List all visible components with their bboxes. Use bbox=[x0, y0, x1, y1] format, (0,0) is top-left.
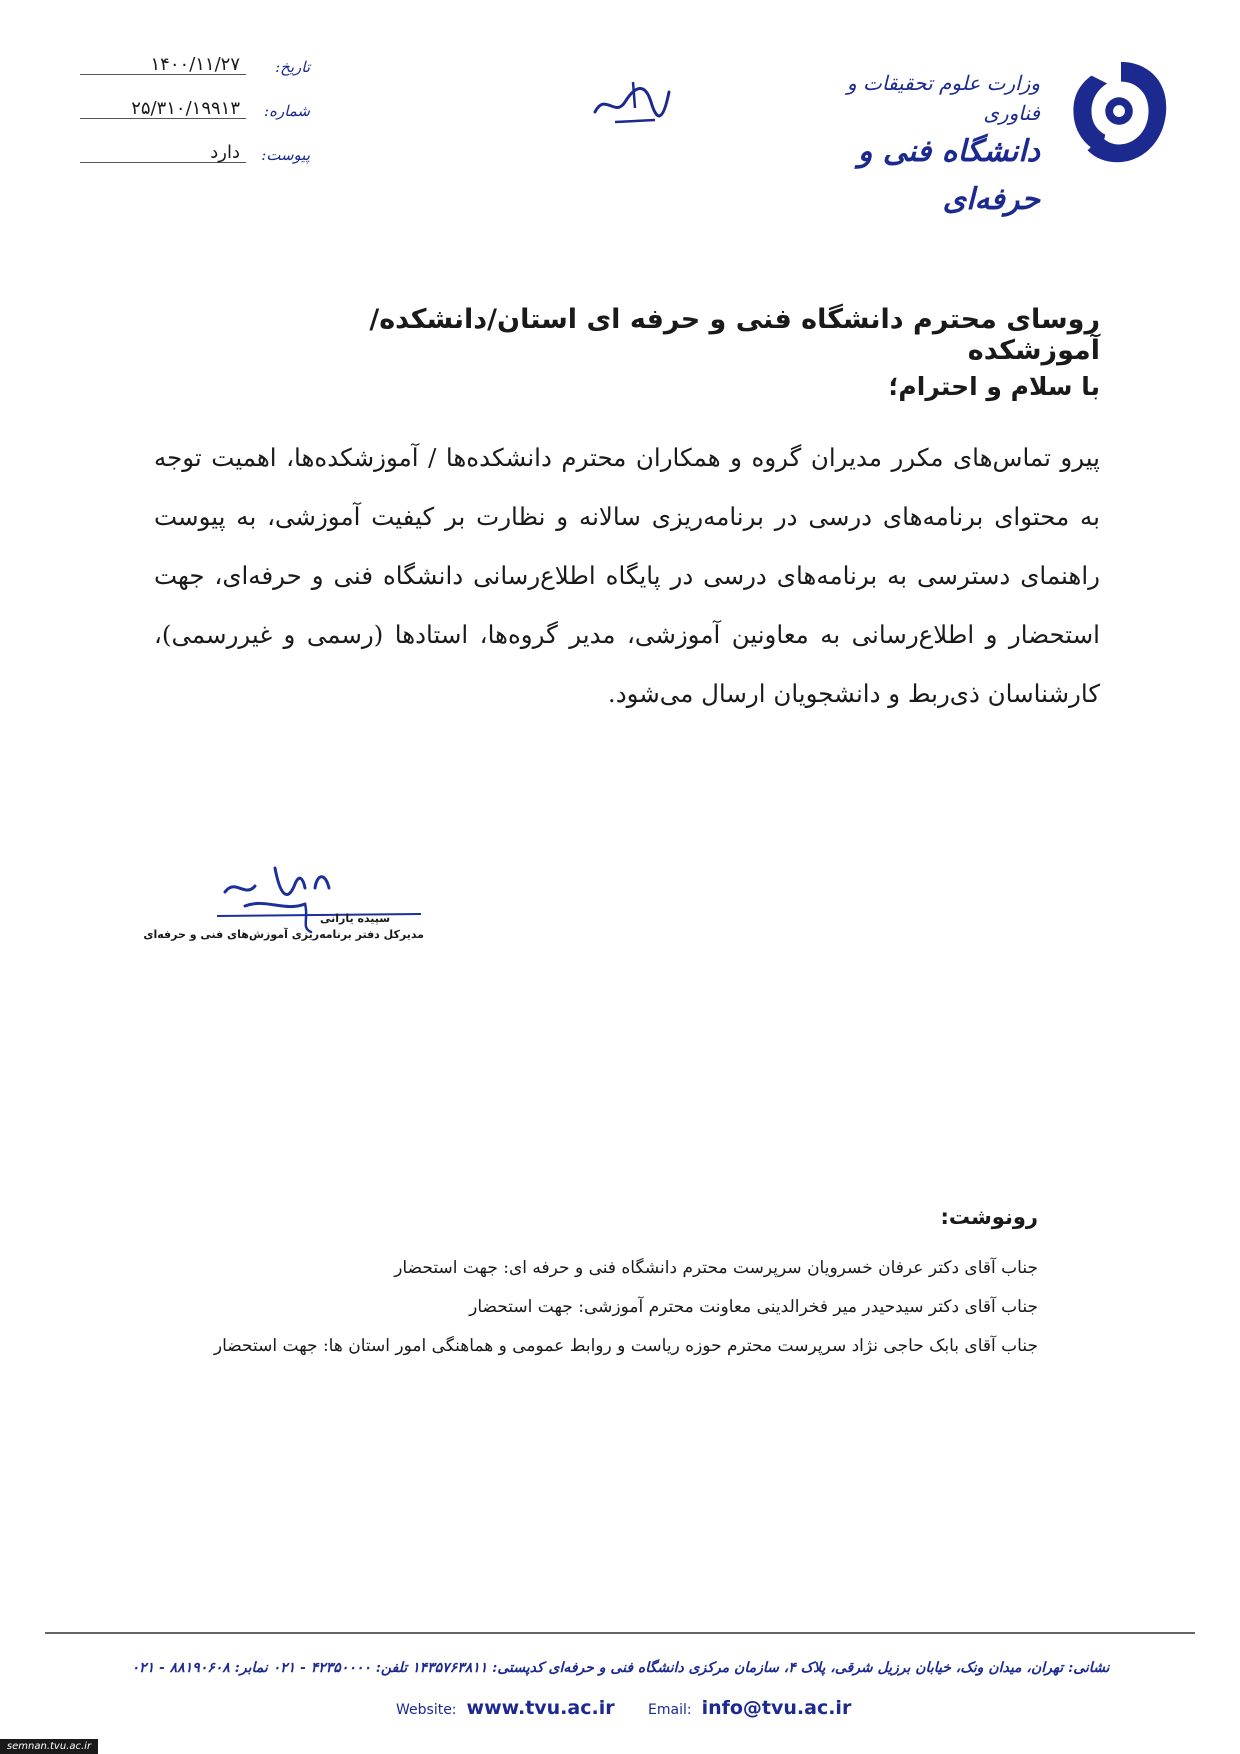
email-label: Email: bbox=[648, 1702, 692, 1718]
invocation-calligraphy bbox=[585, 72, 675, 132]
letter-meta bbox=[80, 52, 310, 184]
attachment-row bbox=[80, 140, 310, 184]
cc-item: جناب آقای دکتر عرفان خسرویان سرپرست محترم دانشگاه فنی و حرفه ای: جهت استحضار bbox=[394, 1258, 1038, 1278]
attachment-label: پیوست: bbox=[261, 146, 310, 164]
footer-divider bbox=[45, 1632, 1195, 1634]
university-logo-icon bbox=[1062, 56, 1180, 174]
signature-title: مدیرکل دفتر برنامه‌ریزی آموزش‌های فنی و حرفه‌ای bbox=[143, 928, 424, 941]
website-label: Website: bbox=[396, 1702, 457, 1718]
cc-item: جناب آقای دکتر سیدحیدر میر فخرالدینی معاونت محترم آموزشی: جهت استحضار bbox=[469, 1297, 1038, 1317]
email-link[interactable]: info@tvu.ac.ir bbox=[701, 1697, 852, 1719]
source-watermark: semnan.tvu.ac.ir bbox=[0, 1739, 98, 1754]
signature-name: سپیده یارانی bbox=[320, 912, 391, 925]
letter-greeting: با سلام و احترام؛ bbox=[888, 372, 1100, 401]
footer-email bbox=[648, 1697, 851, 1719]
cc-list bbox=[198, 1250, 1038, 1367]
cc-heading: رونوشت: bbox=[940, 1205, 1038, 1229]
ministry-name: وزارت علوم تحقیقات و فناوری bbox=[846, 71, 1040, 125]
number-label: شماره: bbox=[264, 102, 310, 120]
date-row bbox=[80, 52, 310, 96]
organization-names bbox=[800, 68, 1040, 224]
attachment-value: دارد bbox=[210, 142, 240, 163]
number-value: ۲۵/۳۱۰/۱۹۹۱۳ bbox=[131, 98, 240, 119]
footer-website bbox=[396, 1697, 615, 1719]
cc-item: جناب آقای بابک حاجی نژاد سرپرست محترم حوزه ریاست و روابط عمومی و هماهنگی امور استان ها: جهت استحضار bbox=[213, 1336, 1038, 1356]
number-row bbox=[80, 96, 310, 140]
footer-address: نشانی: تهران، میدان ونک، خیابان برزیل شرقی، پلاک ۴، سازمان مرکزی دانشگاه فنی و حرفه‌ای کدپستی: ۱۴۳۵۷۶۳۸۱۱ تلفن: ۴۲۳۵۰۰۰۰ - ۰۲۱ نمابر: ۸۸۱۹۰۶۰۸ - ۰۲۱ bbox=[131, 1660, 1110, 1676]
website-link[interactable]: www.tvu.ac.ir bbox=[466, 1697, 615, 1719]
university-name: دانشگاه فنی و حرفه‌ای bbox=[857, 134, 1040, 217]
date-value: ۱۴۰۰/۱۱/۲۷ bbox=[150, 54, 240, 75]
letter-recipient: روسای محترم دانشگاه فنی و حرفه ای استان/دانشکده/آموزشکده bbox=[369, 304, 1100, 366]
letter-body: پیرو تماس‌های مکرر مدیران گروه و همکاران محترم دانشکده‌ها / آموزشکده‌ها، اهمیت توجه به محتوای برنامه‌های درسی در برنامه‌ریزی سالانه و نظارت بر کیفیت آموزشی، به پیوست راهنمای دسترسی به برنامه‌های درسی در پایگاه اطلاع‌رسانی دانشگاه فنی و حرفه‌ای، جهت استحضار و اطلاع‌رسانی به معاونین آموزشی، مدیر گروه‌ها، استادها (رسمی و غیررسمی)، کارشناسان ذی‌ربط و دانشجویان ارسال می‌شود. bbox=[154, 443, 1100, 708]
date-label: تاریخ: bbox=[275, 58, 310, 76]
